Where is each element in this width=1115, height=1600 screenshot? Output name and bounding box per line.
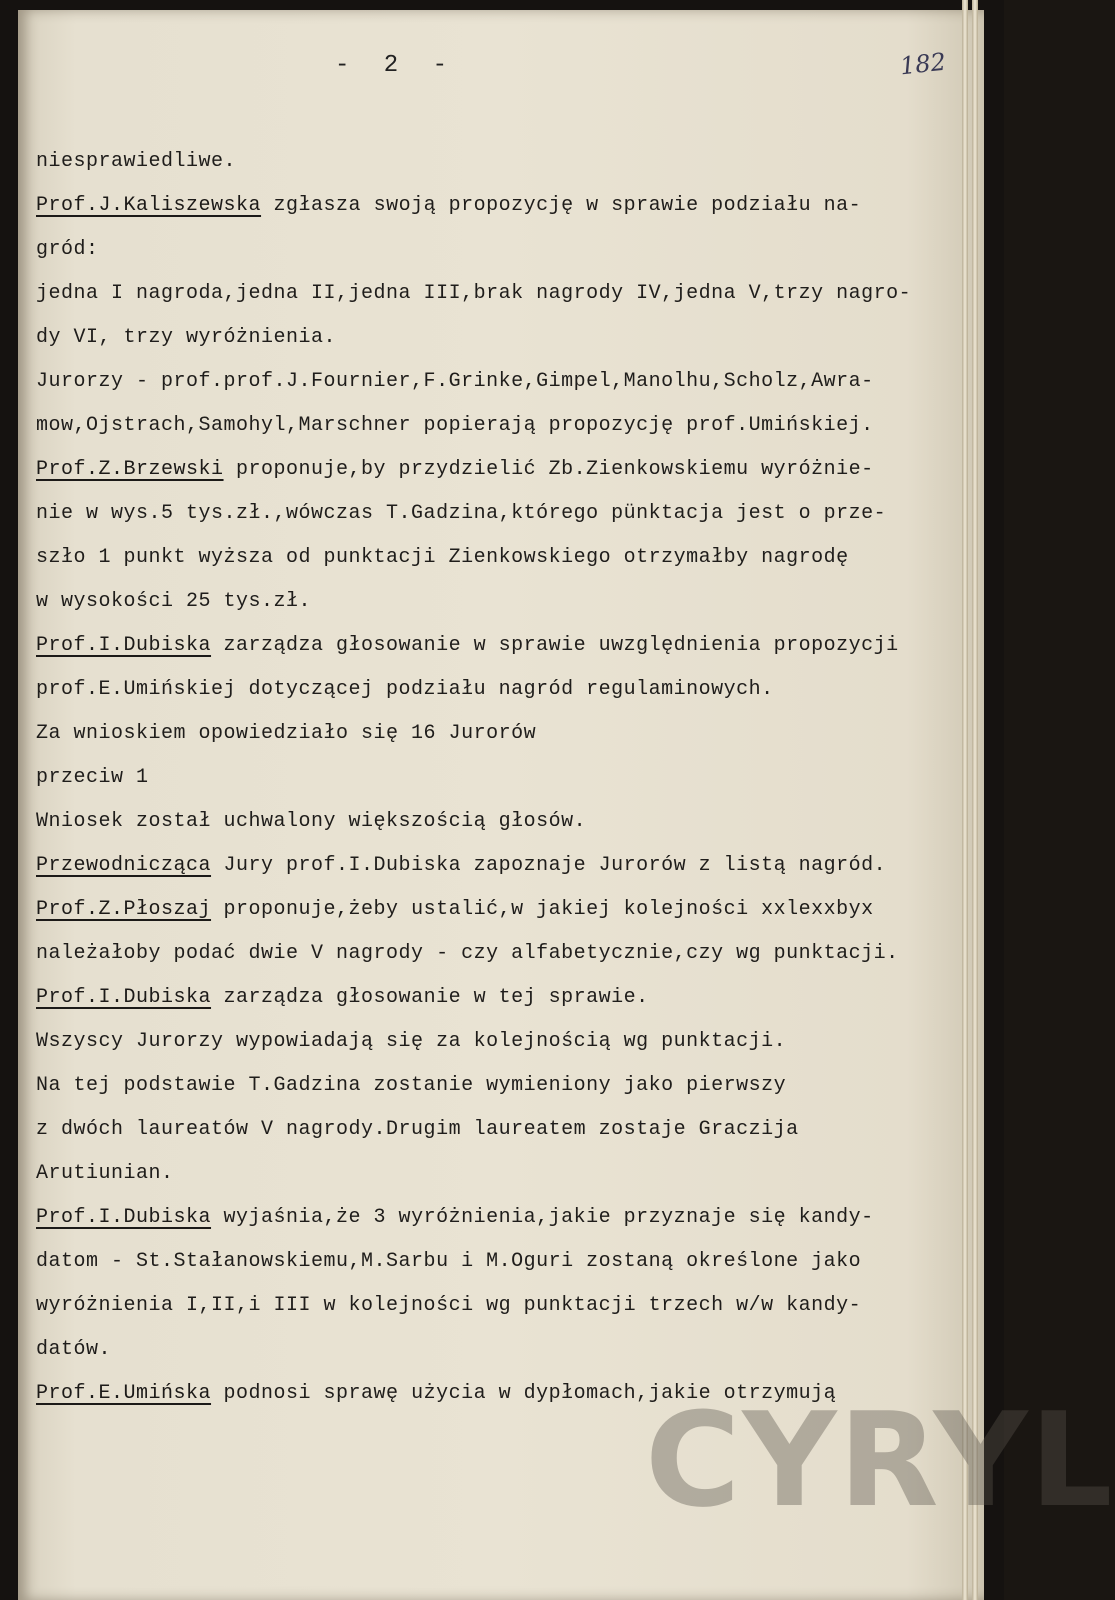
watermark-logo: CYRYL: [645, 1384, 1115, 1536]
typed-text-body: [36, 150, 966, 1426]
text-line: gród:: [36, 238, 99, 261]
text-line: przeciw 1: [36, 766, 149, 789]
text-line: datów.: [36, 1338, 112, 1361]
page-edge-strip: [972, 0, 978, 1600]
text-line: Wniosek został uchwalony większością głosów.: [36, 810, 587, 833]
text-line: Arutiunian.: [36, 1162, 174, 1185]
text-line: Przewodnicząca Jury prof.I.Dubiska zapoznaje Jurorów z listą nagród.: [36, 854, 887, 877]
speaker-name: Prof.I.Dubiska: [36, 634, 212, 657]
text-line: należałoby podać dwie V nagrody - czy alfabetycznie,czy wg punktacji.: [36, 942, 899, 965]
speaker-name: Prof.I.Dubiska: [36, 1206, 212, 1229]
speaker-name: Prof.Z.Brzewski: [36, 458, 224, 481]
text-line: Prof.I.Dubiska zarządza głosowanie w tej sprawie.: [36, 986, 649, 1009]
text-line: wyróżnienia I,II,i III w kolejności wg punktacji trzech w/w kandy-: [36, 1294, 862, 1317]
text-line: Prof.J.Kaliszewska zgłasza swoją propozycję w sprawie podziału na-: [36, 194, 862, 217]
text-line: Prof.I.Dubiska wyjaśnia,że 3 wyróżnienia,jakie przyznaje się kandy-: [36, 1206, 874, 1229]
text-line: Prof.Z.Płoszaj proponuje,żeby ustalić,w jakiej kolejności xxlexxbyx: [36, 898, 874, 921]
text-line: prof.E.Umińskiej dotyczącej podziału nagród regulaminowych.: [36, 678, 774, 701]
text-line: z dwóch laureatów V nagrody.Drugim laureatem zostaje Graczija: [36, 1118, 799, 1141]
speaker-name: Prof.J.Kaliszewska: [36, 194, 262, 217]
text-line: Prof.E.Umińska podnosi sprawę użycia w dypłomach,jakie otrzymują: [36, 1382, 837, 1405]
text-line: dy VI, trzy wyróżnienia.: [36, 326, 337, 349]
text-line: jedna I nagroda,jedna II,jedna III,brak nagrody IV,jedna V,trzy nagro-: [36, 282, 912, 305]
speaker-name: Prof.I.Dubiska: [36, 986, 212, 1009]
text-line: niesprawiedliwe.: [36, 150, 237, 173]
text-line: Na tej podstawie T.Gadzina zostanie wymieniony jako pierwszy: [36, 1074, 787, 1097]
text-line: Prof.I.Dubiska zarządza głosowanie w sprawie uwzględnienia propozycji: [36, 634, 899, 657]
handwritten-folio-number: 182: [898, 47, 948, 81]
text-line: nie w wys.5 tys.zł.,wówczas T.Gadzina,którego pünktacja jest o prze-: [36, 502, 887, 525]
text-line: Jurorzy - prof.prof.J.Fournier,F.Grinke,Gimpel,Manolhu,Scholz,Awra-: [36, 370, 874, 393]
text-line: mow,Ojstrach,Samohyl,Marschner popierają propozycję prof.Umińskiej.: [36, 414, 874, 437]
text-line: Za wnioskiem opowiedziało się 16 Jurorów: [36, 722, 537, 745]
speaker-name: Przewodnicząca: [36, 854, 212, 877]
text-line: Prof.Z.Brzewski proponuje,by przydzielić Zb.Zienkowskiemu wyróżnie-: [36, 458, 874, 481]
page-number: - 2 -: [335, 52, 458, 79]
text-line: datom - St.Stałanowskiemu,M.Sarbu i M.Oguri zostaną określone jako: [36, 1250, 862, 1273]
text-line: szło 1 punkt wyższa od punktacji Zienkowskiego otrzymałby nagrodę: [36, 546, 849, 569]
text-line: w wysokości 25 tys.zł.: [36, 590, 312, 613]
text-line: Wszyscy Jurorzy wypowiadają się za kolejnością wg punktacji.: [36, 1030, 787, 1053]
speaker-name: Prof.E.Umińska: [36, 1382, 212, 1405]
speaker-name: Prof.Z.Płoszaj: [36, 898, 212, 921]
